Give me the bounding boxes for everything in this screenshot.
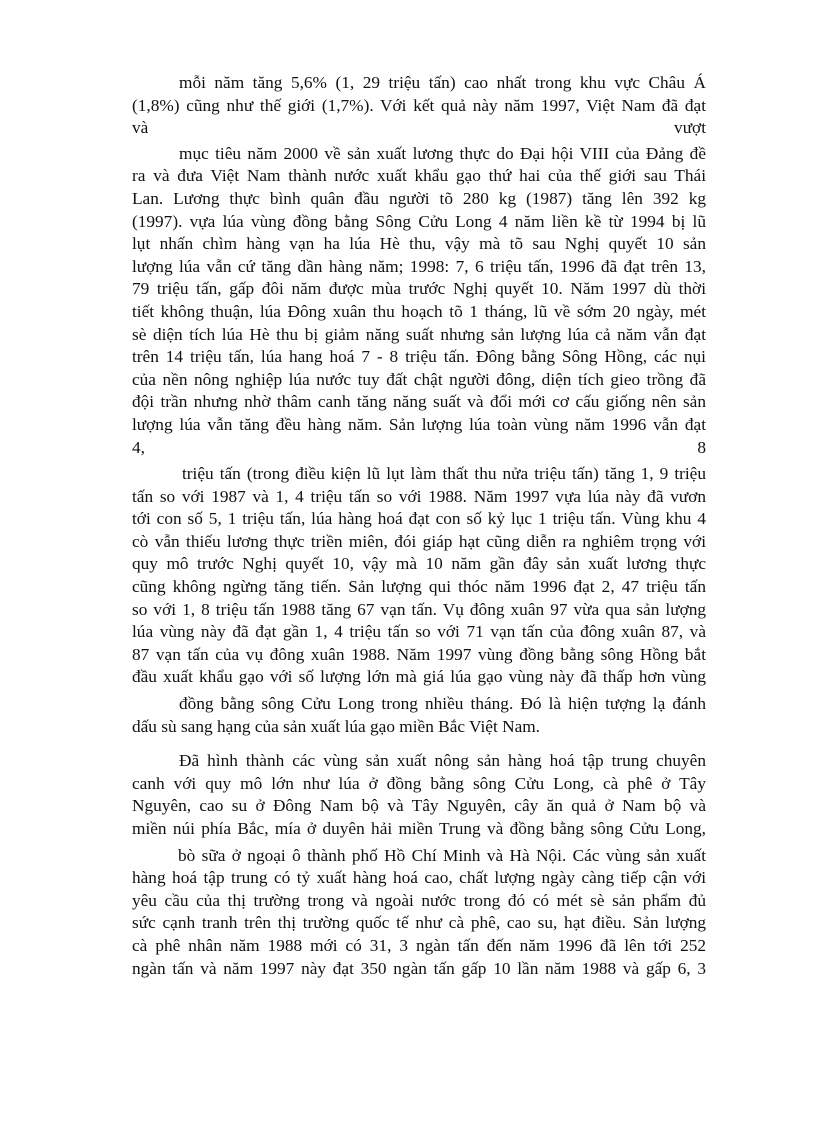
paragraph-4	[132, 693, 706, 738]
text-line: lụt nhấn chìm hàng vạn ha lúa Hè thu, vậy mà tõ sau Nghị quyết 10 sản	[132, 234, 706, 254]
text-line: sè diện tích lúa Hè thu bị giảm năng suất nhưng sản lượng lúa cả năm vẫn đạt	[132, 324, 706, 344]
text-line: (1,8%) cũng như thế giới (1,7%). Với kết quả này năm 1997, Việt Nam đã đạt	[132, 95, 706, 115]
text-line: tiết không thuận, lúa Đông xuân thu hoạch tõ 1 tháng, lũ về sớm 20 ngày, mét	[132, 301, 706, 321]
text-line: bò sữa ở ngoại ô thành phố Hồ Chí Minh và Hà Nội. Các vùng sản xuất	[178, 845, 706, 865]
text-line: đồng bằng sông Cửu Long trong nhiều tháng. Đó là hiện tượng lạ đánh	[179, 694, 706, 714]
text-line: lúa vùng này đã đạt gần 1, 4 triệu tấn so với 71 vạn tấn của đông xuân 87, và	[132, 622, 706, 642]
text-line: miền núi phía Bắc, mía ở duyên hải miền Trung và đồng bằng sông Cửu Long,	[132, 819, 706, 838]
text-line: lượng lúa vẫn tăng đều hàng năm. Sản lượng lúa toàn vùng năm 1996 vẫn đạt	[132, 414, 706, 434]
text-line: yêu cầu của thị trường trong và ngoài nước trong đó có mét sè sản phẩm đủ	[132, 890, 706, 910]
text-line: cò vẫn thiếu lương thực triền miên, đói giáp hạt cũng diễn ra nghiêm trọng với	[132, 531, 706, 551]
paragraph-2	[132, 143, 706, 459]
paragraph-6	[132, 845, 706, 981]
text-line: đầu xuất khẩu gạo với số lượng lớn mà giá lúa gạo vùng này đã thấp hơn vùng	[132, 667, 706, 687]
text-line: mục tiêu năm 2000 về sản xuất lương thực do Đại hội VIII của Đảng đề	[179, 143, 706, 163]
text-fragment: và	[132, 118, 149, 138]
text-line: quy mô trước Nghị quyết 10, vậy mà 10 năm gần đây sản xuất lương thực	[132, 554, 706, 574]
text-line: cà phê nhân năm 1988 mới có 31, 3 ngàn tấn đến năm 1996 đã lên tới 252	[132, 935, 706, 955]
text-line-split	[132, 437, 706, 460]
text-line: tấn so với 1987 và 1, 4 triệu tấn so với 1988. Năm 1997 vựa lúa này đã vươn	[132, 486, 706, 506]
text-line: Lan. Lương thực bình quân đầu người tõ 280 kg (1987) tăng lên 392 kg	[132, 188, 706, 208]
text-line: Đã hình thành các vùng sản xuất nông sản hàng hoá tập trung chuyên	[179, 751, 706, 771]
text-line: triệu tấn (trong điều kiện lũ lụt làm thất thu nửa triệu tấn) tăng 1, 9 triệu	[182, 464, 706, 484]
text-line: sức cạnh tranh trên thị trường quốc tế như cà phê, cao su, hạt điều. Sản lượng	[132, 913, 706, 933]
text-line: của nền nông nghiệp lúa nước tuy đất chật người đông, diện tích gieo trồng đã	[132, 369, 706, 389]
text-fragment: vượt	[674, 118, 706, 138]
text-line: ra và đưa Việt Nam thành nước xuất khẩu gạo thứ hai của thế giới sau Thái	[132, 166, 706, 186]
text-line: so với 1, 8 triệu tấn 1988 tăng 67 vạn tấn. Vụ đông xuân 97 vừa qua sản lượng	[132, 599, 706, 619]
text-line: (1997). vựa lúa vùng đồng bằng Sông Cửu Long 4 năm liền kề từ 1994 bị lũ	[132, 211, 706, 231]
text-line: Nguyên, cao su ở Đông Nam bộ và Tây Nguyên, cây ăn quả ở Nam bộ và	[132, 796, 706, 816]
paragraph-1	[132, 72, 706, 140]
text-line: trên 14 triệu tấn, lúa hang hoá 7 - 8 triệu tấn. Đông bằng Sông Hồng, các nụi	[132, 347, 706, 367]
text-fragment: 4,	[132, 437, 145, 457]
paragraph-3	[132, 463, 706, 689]
text-line: cũng không ngừng tăng tiến. Sản lượng qui thóc năm 1996 đạt 2, 47 triệu tấn	[132, 577, 706, 597]
document-page	[132, 72, 706, 980]
text-line: 87 vạn tấn của vụ đông xuân 1988. Năm 1997 vùng đồng bằng sông Hồng bắt	[132, 644, 706, 664]
text-line: canh với quy mô lớn như lúa ở đồng bằng sông Cửu Long, cà phê ở Tây	[132, 773, 706, 793]
text-line: hàng hoá tập trung có tỷ xuất hàng hoá cao, chất lượng ngày càng tiếp cận với	[132, 868, 706, 888]
text-line: dấu sù sang hạng của sản xuất lúa gạo miền Bắc Việt Nam.	[132, 716, 540, 736]
paragraph-5	[132, 750, 706, 840]
text-line-split	[132, 117, 706, 140]
text-fragment: 8	[697, 437, 706, 457]
text-line: đội trần nhưng nhờ thâm canh tăng năng suất và đổi mới cơ cấu giống nên sản	[132, 392, 706, 412]
text-line: lượng lúa vẫn cứ tăng dần hàng năm; 1998: 7, 6 triệu tấn, 1996 đã đạt trên 13,	[132, 256, 706, 276]
text-line: mỗi năm tăng 5,6% (1, 29 triệu tấn) cao nhất trong khu vực Châu Á	[179, 73, 706, 92]
text-line: tới con số 5, 1 triệu tấn, lúa hàng hoá đạt con số kỷ lục 1 triệu tấn. Vùng khu 4	[132, 509, 706, 529]
text-line: ngàn tấn và năm 1997 này đạt 350 ngàn tấn gấp 10 lần năm 1988 và gấp 6, 3	[132, 958, 706, 978]
text-line: 79 triệu tấn, gấp đôi năm được mùa trước Nghị quyết 10. Năm 1997 dù thời	[132, 279, 706, 299]
